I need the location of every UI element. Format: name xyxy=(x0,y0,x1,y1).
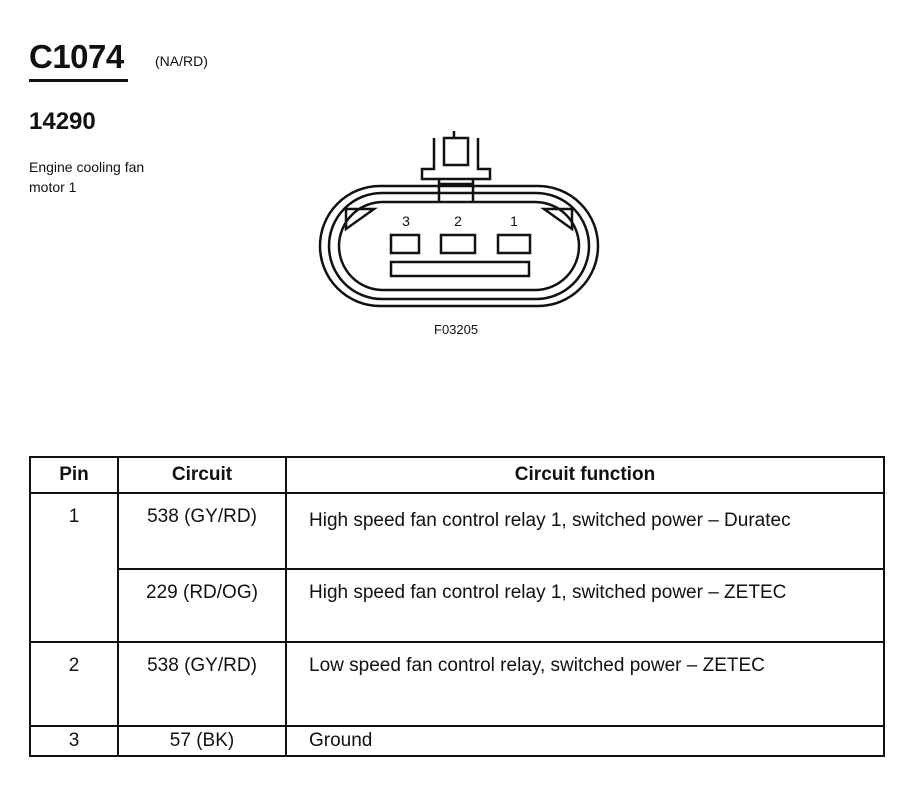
component-description xyxy=(29,157,189,197)
header-pin: Pin xyxy=(30,457,118,493)
pin-cavity-1 xyxy=(498,235,530,253)
connector-id-underline xyxy=(29,79,128,82)
circuit-function-value: High speed fan control relay 1, switched power – ZETEC xyxy=(286,569,884,642)
part-number: 14290 xyxy=(29,108,96,135)
header-circuit: Circuit xyxy=(118,457,286,493)
pin-label-3: 3 xyxy=(402,213,410,229)
lock-tab-head xyxy=(444,138,468,165)
circuit-value: 538 (GY/RD) xyxy=(118,642,286,726)
circuit-value: 538 (GY/RD) xyxy=(118,493,286,569)
table-row xyxy=(30,493,884,569)
pin-circuit-table xyxy=(29,456,885,757)
pin-value: 3 xyxy=(30,726,118,756)
header-circuit-function: Circuit function xyxy=(286,457,884,493)
pin-value: 2 xyxy=(30,642,118,726)
circuit-value: 57 (BK) xyxy=(118,726,286,756)
table-row xyxy=(30,569,884,642)
polarization-key-right xyxy=(544,209,572,229)
connector-color: (NA/RD) xyxy=(155,53,208,69)
pin-label-2: 2 xyxy=(454,213,462,229)
pin-label-1: 1 xyxy=(510,213,518,229)
polarization-key-left xyxy=(346,209,374,229)
table-row xyxy=(30,726,884,756)
circuit-function-value: Low speed fan control relay, switched power – ZETEC xyxy=(286,642,884,726)
description-line-2: motor 1 xyxy=(29,179,77,195)
table-row xyxy=(30,642,884,726)
connector-outer-shell xyxy=(320,186,598,306)
pin-value: 1 xyxy=(30,493,118,642)
circuit-function-value: Ground xyxy=(286,726,884,756)
ground-slot xyxy=(391,262,529,276)
circuit-value: 229 (RD/OG) xyxy=(118,569,286,642)
circuit-function-value: High speed fan control relay 1, switched power – Duratec xyxy=(286,493,884,569)
connector-id: C1074 xyxy=(29,38,124,75)
description-line-1: Engine cooling fan xyxy=(29,159,145,175)
connector-face-drawing xyxy=(318,125,602,317)
table-header-row xyxy=(30,457,884,493)
pin-cavity-2 xyxy=(441,235,475,253)
pin-cavity-3 xyxy=(391,235,419,253)
lock-tab-body xyxy=(422,138,490,179)
figure-id: F03205 xyxy=(434,322,479,337)
